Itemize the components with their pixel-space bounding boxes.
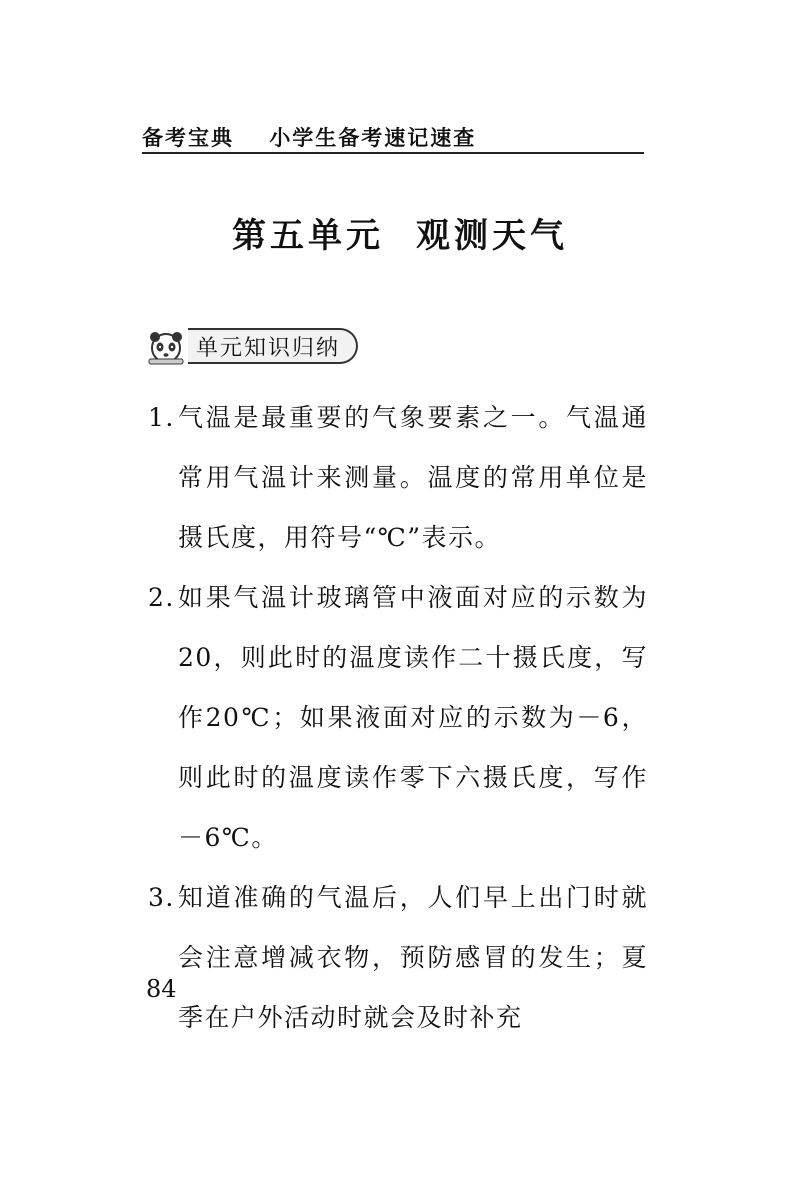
running-header: [142, 122, 644, 154]
page-number: 84: [146, 975, 177, 1003]
list-item: [148, 868, 648, 1048]
unit-label: 第五单元: [232, 216, 384, 256]
panda-mascot-icon: [146, 326, 186, 366]
item-number: 3.: [148, 883, 175, 912]
knowledge-list: [148, 388, 648, 1048]
item-number: 1.: [148, 403, 175, 432]
item-number: 2.: [148, 583, 175, 612]
list-item: [148, 388, 648, 568]
series-name: 备考宝典: [142, 126, 234, 150]
book-title: 小学生备考速记速查: [269, 126, 477, 150]
item-text: 气温是最重要的气象要素之一。气温通常用气温计来测量。温度的常用单位是摄氏度，用符号“℃”表示。: [178, 403, 648, 552]
unit-title: [0, 208, 800, 257]
section-tag: [146, 325, 358, 367]
item-text: 如果气温计玻璃管中液面对应的示数为20，则此时的温度读作二十摄氏度，写作20℃；如果液面对应的示数为－6，则此时的温度读作零下六摄氏度，写作－6℃。: [178, 583, 648, 852]
unit-name: 观测天气: [416, 216, 568, 256]
item-text: 知道准确的气温后，人们早上出门时就会注意增减衣物，预防感冒的发生；夏季在户外活动时就会及时补充: [178, 883, 648, 1032]
section-label: 单元知识归纳: [188, 328, 358, 364]
list-item: [148, 568, 648, 868]
